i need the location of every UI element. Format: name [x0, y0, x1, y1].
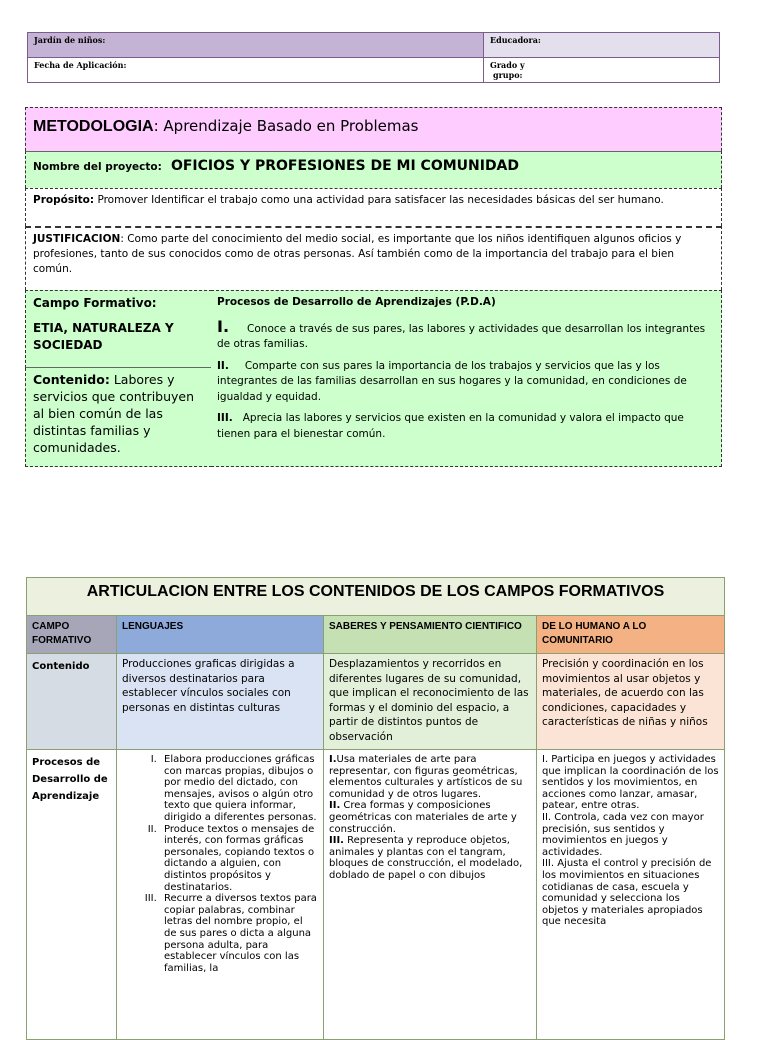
methodology-value: : Aprendizaje Basado en Problemas [153, 117, 419, 135]
list-item [329, 754, 531, 800]
item-text: Crea formas y composiciones geométricas con materiales de arte y construcción. [329, 800, 517, 835]
pda-item-number: II. [217, 359, 229, 372]
field-cell [25, 290, 212, 368]
project-label: Nombre del proyecto: [33, 161, 162, 173]
list-item [329, 800, 531, 835]
project-row [25, 151, 722, 188]
content-saberes: Desplazamientos y recorridos en diferentes lugares de su comunidad, que implican el reconocimiento de las formas y el dominio del espacio, a partir de distintos puntos de observación [324, 654, 537, 750]
process-row-label: Procesos de Desarrollo de Aprendizaje [27, 750, 117, 1040]
pda-item-text: Comparte con sus pares la importancia de los trabajos y servicios que las y los integrantes de las familias desarrollan en sus hogares y la comunidad, en condiciones de igualdad y equidad. [217, 359, 687, 403]
methodology-label: METODOLOGIA [33, 118, 154, 135]
item-text: Usa materiales de arte para representar, con figuras geométricas, elementos culturales y artísticos de su comunidad y de otros lugares. [329, 754, 523, 800]
date-label: Fecha de Aplicación: [34, 60, 127, 70]
purpose-row [25, 188, 722, 226]
pda-cell [211, 290, 722, 467]
group-label: grupo: [493, 70, 523, 80]
articulation-table [26, 577, 725, 1040]
list-item [329, 835, 531, 881]
header-campo-formativo: CAMPO FORMATIVO [27, 616, 117, 654]
purpose-label: Propósito: [33, 194, 95, 206]
justification-label: JUSTIFICACION [33, 233, 121, 245]
item-number: II. [329, 800, 341, 812]
kinder-field [27, 32, 484, 58]
item-number: I. [329, 754, 337, 765]
articulation-title: ARTICULACION ENTRE LOS CONTENIDOS DE LOS CAMPOS FORMATIVOS [27, 578, 725, 616]
purpose-text: Promover Identificar el trabajo como una actividad para satisfacer las necesidades básicas del ser humano. [94, 194, 664, 206]
content-humano: Precisión y coordinación en los movimientos al usar objetos y materiales, de acuerdo con las condiciones, capacidades y características de niñas y niños [537, 654, 725, 750]
grade-label: Grado y [490, 60, 525, 70]
list-item: I. Participa en juegos y actividades que implican la coordinación de los sentidos y los movimientos, en acciones como lanzar, amasar, patear, entre otras. [542, 754, 719, 812]
list-item: I. Elabora producciones gráficas con marcas propias, dibujos o por medio del dictado, con mensajes, avisos o algún otro texto que quiera informar, dirigido a diferentes personas. [160, 754, 318, 824]
list-item: II. Controla, cada vez con mayor precisión, sus sentidos y movimientos en juegos y actividades. [542, 811, 704, 858]
pda-item [217, 411, 715, 442]
project-name: OFICIOS Y PROFESIONES DE MI COMUNIDAD [170, 158, 520, 174]
header-saberes: SABERES Y PENSAMIENTO CIENTIFICO [324, 616, 537, 654]
pda-item-text: Aprecia las labores y servicios que existen en la comunidad y valora el impacto que tienen para el bienestar común. [217, 412, 684, 440]
pda-item-number: I. [217, 316, 230, 336]
grade-field [483, 57, 720, 83]
content-label: Contenido: [33, 372, 110, 387]
kinder-label: Jardín de niños: [34, 35, 106, 45]
process-saberes [324, 750, 537, 1040]
pda-item-number: III. [217, 412, 233, 424]
field-value: ETIA, NATURALEZA Y SOCIEDAD [33, 321, 174, 352]
content-row-label: Contenido [27, 654, 117, 750]
item-number: III. [329, 835, 344, 847]
content-cell [25, 368, 212, 467]
list-item: III. Ajusta el control y precisión de los movimientos en situaciones cotidianas de casa, escuela y comunidad y selecciona los objetos y materiales apropiados que necesita [542, 858, 712, 928]
teacher-label: Educadora: [490, 35, 541, 45]
lenguajes-list [122, 754, 318, 974]
content-text: Labores y servicios que contribuyen al bien común de las distintas familias y comunidades. [33, 372, 195, 455]
header-lenguajes: LENGUAJES [117, 616, 324, 654]
list-item: II. Produce textos o mensajes de interés, con formas gráficas personales, copiando textos o dictando a alguien, con distintos propósitos y destinatarios. [160, 824, 318, 894]
justification-text: : Como parte del conocimiento del medio social, es importante que los niños identifiquen algunos oficios y profesiones, tanto de sus conocidos como de otras personas. Así también como de la importancia del trabajo para el bien común. [33, 233, 682, 275]
methodology-row [25, 107, 722, 151]
content-lenguajes: Producciones graficas dirigidas a diversos destinatarios para establecer vínculos sociales con personas en distintas culturas [117, 654, 324, 750]
justification-row [25, 226, 722, 290]
date-field [27, 57, 484, 83]
process-humano [537, 750, 725, 1040]
pda-title: Procesos de Desarrollo de Aprendizajes (P.D.A) [217, 296, 496, 308]
field-label: Campo Formativo: [33, 296, 157, 310]
teacher-field [483, 32, 720, 58]
pda-item [217, 316, 715, 353]
pda-item-text: Conoce a través de sus pares, las labores y actividades que desarrollan los integrantes de otras familias. [217, 322, 706, 350]
item-text: Representa y reproduce objetos, animales y plantas con el tangram, bloques de construcción, el modelado, doblado de papel o con dibujos [329, 835, 523, 881]
pda-item [217, 359, 715, 406]
list-item: III. Recurre a diversos textos para copiar palabras, combinar letras del nombre propio, el de sus pares o dicta a alguna persona adulta, para establecer vínculos con las familias, la [160, 893, 318, 974]
process-lenguajes [117, 750, 324, 1040]
header-humano: DE LO HUMANO A LO COMUNITARIO [537, 616, 725, 654]
